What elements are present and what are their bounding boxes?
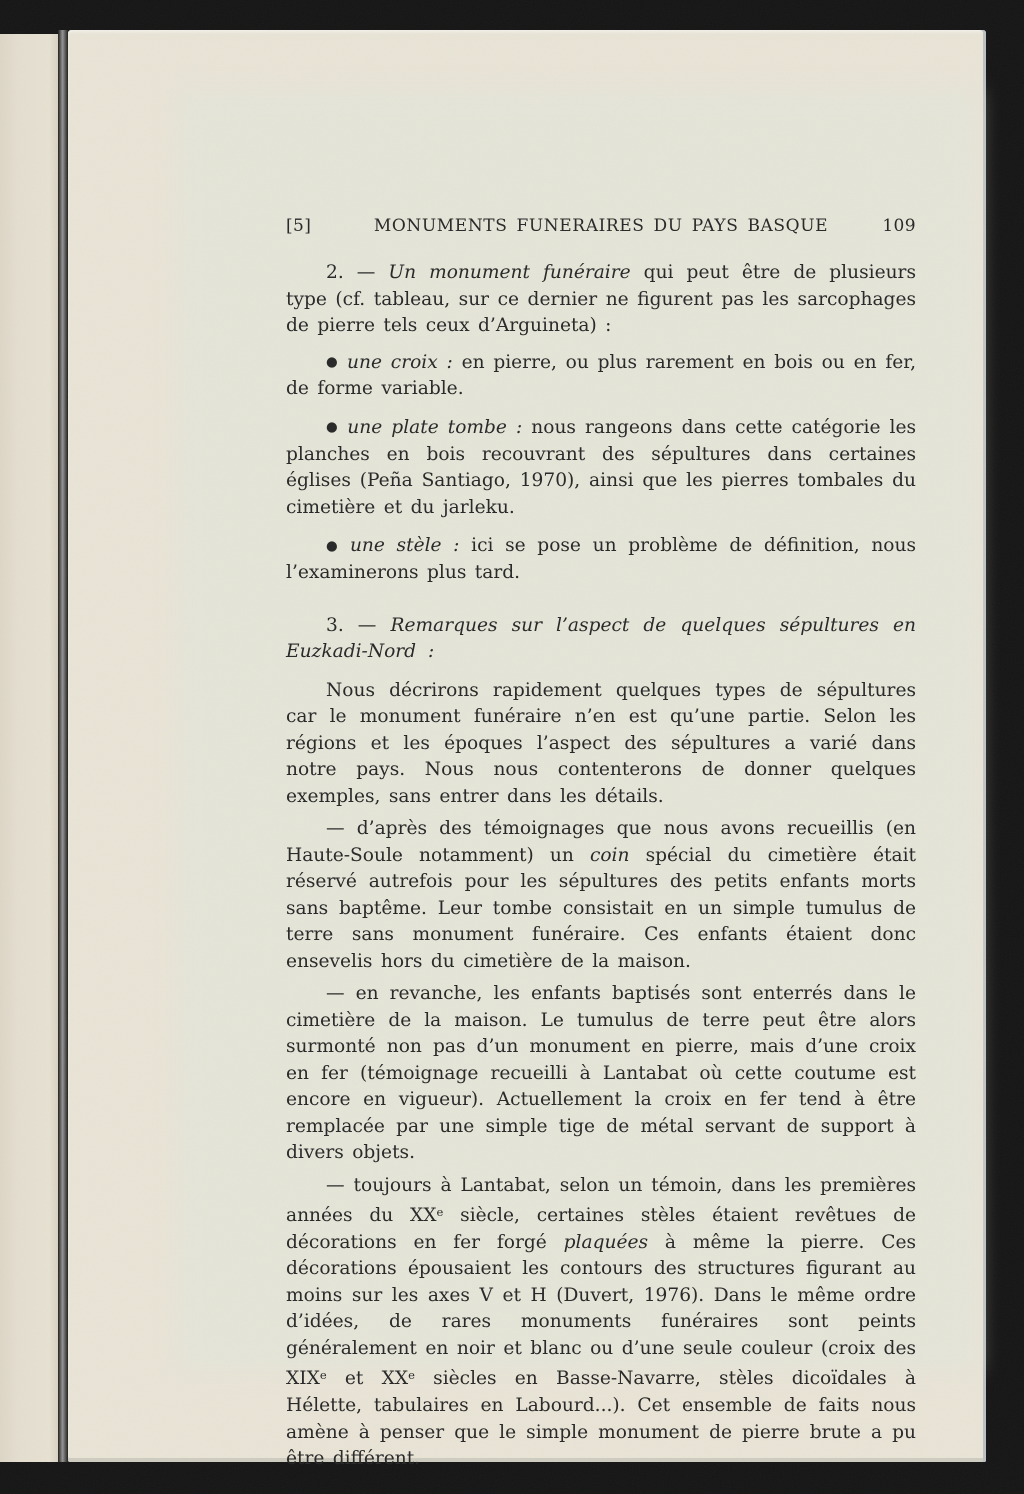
bullet-paragraph (286, 350, 916, 403)
paragraph (286, 1173, 916, 1473)
text-segment: 2. — (326, 262, 389, 283)
text-segment: coin (589, 844, 630, 866)
text-segment: plaquées (563, 1231, 649, 1253)
book-gutter-crease (58, 30, 68, 1462)
text-segment: à même la pierre. Ces décorations épousaient les contours des structures figurant au moins sur les axes V et H (Duvert, 1976). Dans le même ordre d’idées, de rares monuments funéraires sont peints généralement en noir et blanc ou d’une seule couleur (croix des XIX (286, 1231, 916, 1390)
text-segment: qui peut être de plusieurs type (cf. tableau, sur ce dernier ne figurent pas les sarcophages de pierre tels ceux d’Arguineta) : (286, 262, 916, 336)
text-column (286, 216, 916, 1479)
paragraph (286, 260, 916, 340)
text-segment: une stèle : (349, 535, 460, 557)
text-segment: e (319, 1368, 327, 1383)
bullet-paragraph (286, 415, 916, 521)
bullet-icon: ● (326, 354, 339, 370)
text-segment: — toujours à Lantabat, selon un témoin, dans les premières années du XX (286, 1174, 916, 1227)
text-segment: une croix : (347, 351, 453, 373)
bullet-icon: ● (326, 538, 341, 554)
section-marker: [5] (286, 216, 312, 236)
running-title: MONUMENTS FUNERAIRES DU PAYS BASQUE (373, 216, 829, 236)
text-segment: Un monument funéraire (388, 262, 631, 283)
text-segment: spécial du cimetière était réservé autrefois pour les sépultures des petits enfants morts sans baptême. Leur tombe consistait en un simple tumulus de terre sans monument funéraire. Ces enfants étaient donc ensevelis hors du cimetière de la maison. (286, 844, 916, 972)
text-segment: nous rangeons dans cette catégorie les planches en bois recouvrant des sépultures dans certaines églises (Peña Santiago, 1970), ainsi que les pierres tombales du cimetière et du jarleku. (286, 416, 916, 518)
text-segment: e (408, 1368, 415, 1383)
text-segment: 3. — (326, 614, 391, 636)
text-segment: siècle, certaines stèles étaient revêtues de décorations en fer forgé (286, 1205, 916, 1253)
bullet-icon: ● (326, 420, 339, 436)
page-number: 109 (882, 216, 916, 236)
text-segment: — en revanche, les enfants baptisés sont enterrés dans le cimetière de la maison. Le tumulus de terre peut être alors surmonté non pas d’un monument en pierre, mais d’une croix en fer (témoignage recueilli à Lantabat où cette coutume est encore en vigueur). Actuellement la croix en fer tend à être remplacée par une simple tige de métal servant de support à divers objets. (286, 983, 916, 1164)
text-segment: en pierre, ou plus rarement en bois ou en fer, de forme variable. (286, 351, 917, 400)
book-page-edges (0, 34, 58, 1462)
text-segment: siècles en Basse-Navarre, stèles dicoïdales à Hélette, tabulaires en Labourd...). Cet ensemble de faits nous amène à penser que le simple monument de pierre brute a pu être différent. (286, 1368, 916, 1470)
bullet-paragraph (286, 533, 916, 586)
text-segment: Nous décrirons rapidement quelques types de sépultures car le monument funéraire n’en est qu’une partie. Selon les régions et les époques l’aspect des sépultures a varié dans notre pays. Nous nous contenterons de donner quelques exemples, sans entrer dans les détails. (286, 679, 916, 807)
paragraph (286, 816, 916, 975)
text-segment: une plate tombe : (347, 416, 523, 438)
text-segment: et XX (326, 1368, 409, 1390)
text-segment: Remarques sur l’aspect de quelques sépultures en Euzkadi-Nord : (286, 614, 916, 663)
paragraph (286, 678, 916, 811)
paragraph (286, 613, 916, 666)
page-body (286, 260, 916, 1473)
paragraph (286, 981, 916, 1167)
text-segment: ici se pose un problème de définition, nous l’examinerons plus tard. (286, 535, 917, 584)
text-segment: — d’après des témoignages que nous avons recueillis (en Haute-Soule notamment) un (286, 818, 916, 866)
running-head (286, 216, 916, 236)
text-segment: e (436, 1205, 444, 1220)
book-page (68, 30, 986, 1470)
